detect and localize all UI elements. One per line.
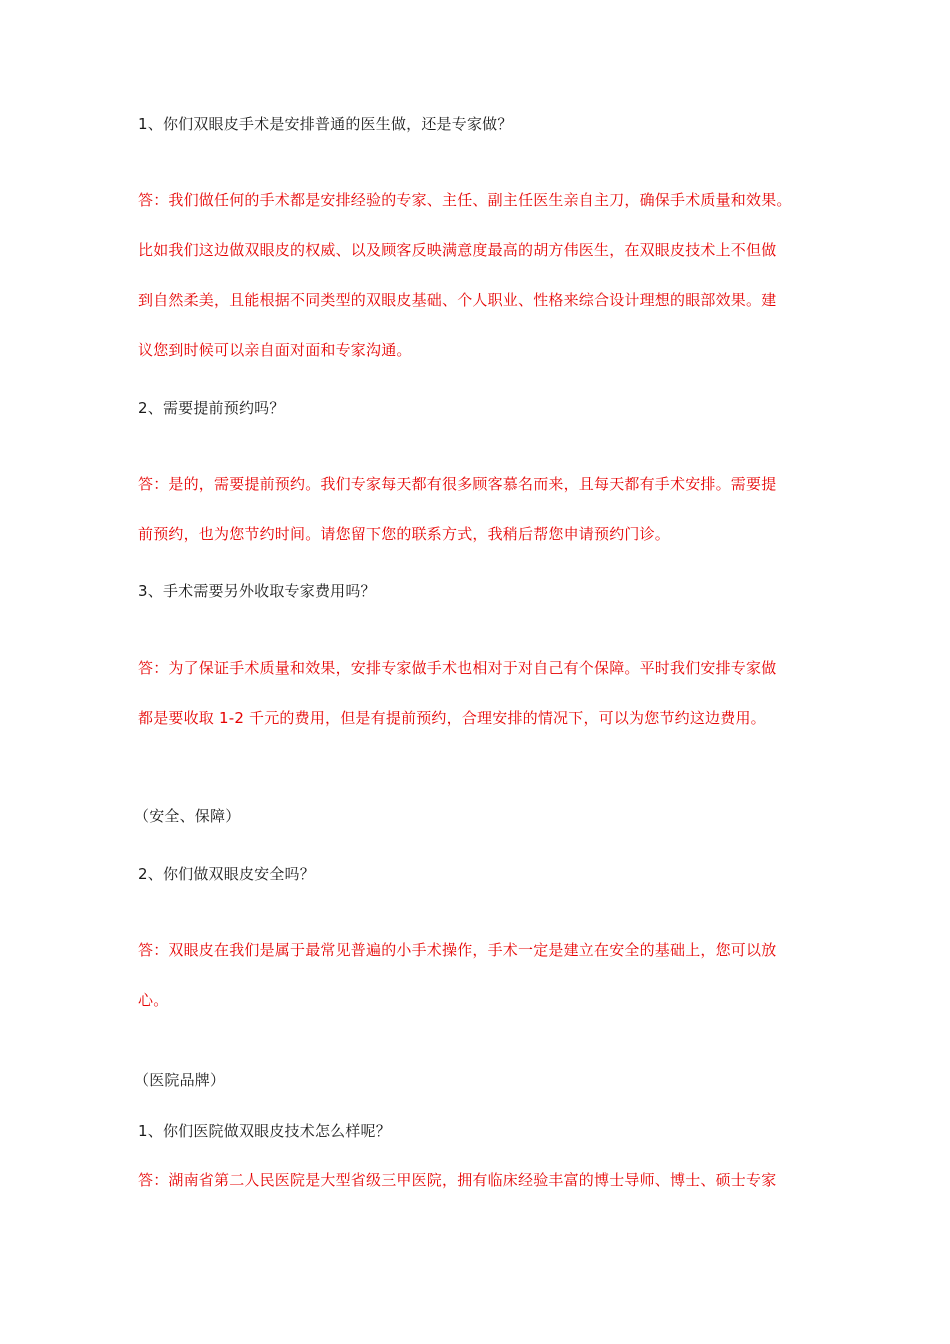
answer-1-line-4: 议您到时候可以亲自面对面和专家沟通。 bbox=[138, 341, 412, 359]
question-2-text: 2、需要提前预约吗？ bbox=[138, 399, 285, 417]
answer-safety-line-1: 答：双眼皮在我们是属于最常见普遍的小手术操作，手术一定是建立在安全的基础上，您可以放 bbox=[138, 941, 777, 959]
question-1-text: 1、你们双眼皮手术是安排普通的医生做，还是专家做？ bbox=[138, 115, 513, 133]
answer-1-line-3: 到自然柔美，且能根据不同类型的双眼皮基础、个人职业、性格来综合设计理想的眼部效果。建 bbox=[138, 291, 777, 309]
answer-safety-line-2: 心。 bbox=[138, 991, 169, 1009]
question-safety-text: 2、你们做双眼皮安全吗？ bbox=[138, 865, 315, 883]
answer-3-line-2: 都是要收取 1-2 千元的费用，但是有提前预约，合理安排的情况下，可以为您节约这边费用。 bbox=[138, 709, 766, 727]
answer-2-line-2: 前预约，也为您节约时间。请您留下您的联系方式，我稍后帮您申请预约门诊。 bbox=[138, 525, 671, 543]
answer-1-line-1: 答：我们做任何的手术都是安排经验的专家、主任、副主任医生亲自主刀，确保手术质量和效果。 bbox=[138, 191, 792, 209]
section-heading-hospital-brand: （医院品牌） bbox=[134, 1071, 226, 1089]
question-hospital-text: 1、你们医院做双眼皮技术怎么样呢？ bbox=[138, 1122, 391, 1140]
answer-2-line-1: 答：是的，需要提前预约。我们专家每天都有很多顾客慕名而来，且每天都有手术安排。需要提 bbox=[138, 475, 777, 493]
answer-3-line-1: 答：为了保证手术质量和效果，安排专家做手术也相对于对自己有个保障。平时我们安排专家做 bbox=[138, 659, 777, 677]
answer-hospital-line-1: 答：湖南省第二人民医院是大型省级三甲医院，拥有临床经验丰富的博士导师、博士、硕士专家 bbox=[138, 1171, 777, 1189]
section-heading-safety: （安全、保障） bbox=[134, 807, 241, 825]
question-3-text: 3、手术需要另外收取专家费用吗？ bbox=[138, 582, 376, 600]
answer-1-line-2: 比如我们这边做双眼皮的权威、以及顾客反映满意度最高的胡方伟医生，在双眼皮技术上不但做 bbox=[138, 241, 777, 259]
